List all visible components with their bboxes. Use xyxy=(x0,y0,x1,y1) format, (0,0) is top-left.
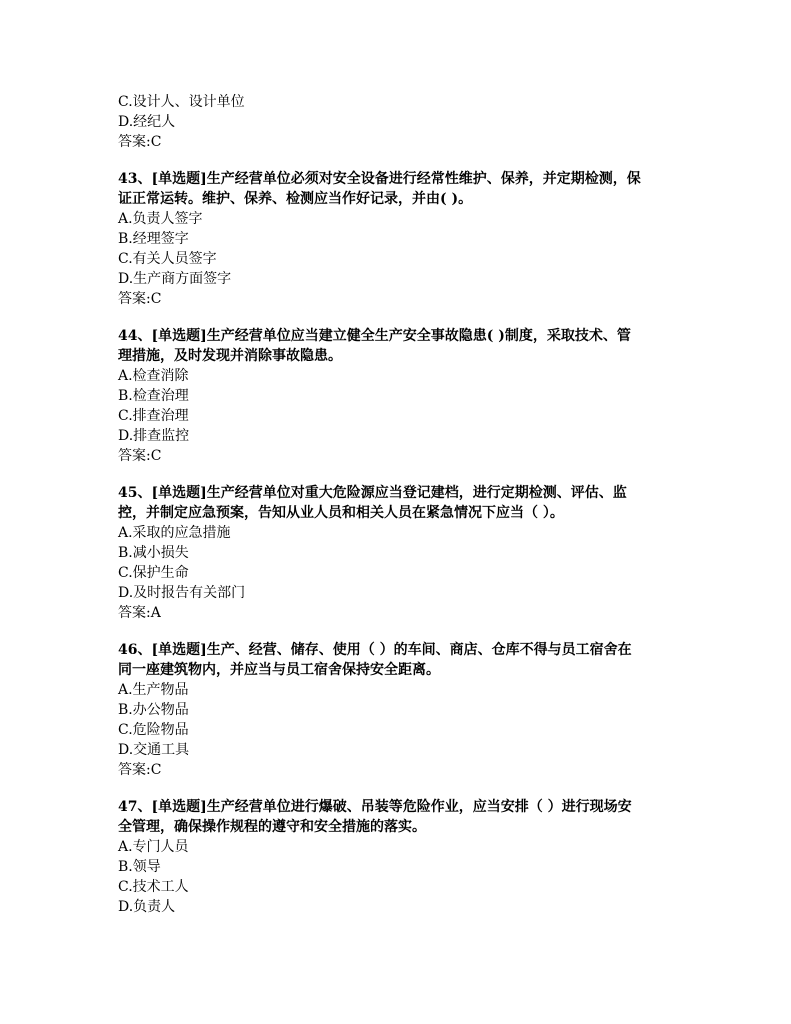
option-c: C.危险物品 xyxy=(118,722,189,738)
question-46 xyxy=(118,640,678,780)
question-44 xyxy=(118,326,678,466)
question-title-line: 44、[单选题]生产经营单位应当建立健全生产安全事故隐患( )制度，采取技术、管 xyxy=(118,328,631,344)
question-title-line: 同一座建筑物内，并应当与员工宿舍保持安全距离。 xyxy=(118,662,440,678)
question-title-line: 证正常运转。维护、保养、检测应当作好记录，并由( )。 xyxy=(118,191,473,207)
question-43 xyxy=(118,169,678,309)
answer: 答案:C xyxy=(118,762,162,778)
option-d: D.生产商方面签字 xyxy=(118,271,232,287)
answer: 答案:A xyxy=(118,605,161,621)
question-title-line: 47、[单选题]生产经营单位进行爆破、吊装等危险作业，应当安排（ ）进行现场安 xyxy=(118,799,632,815)
option-a: A.负责人签字 xyxy=(118,211,203,227)
answer: 答案:C xyxy=(118,134,162,150)
option-a: A.专门人员 xyxy=(118,839,189,855)
option-b: B.经理签字 xyxy=(118,231,189,247)
option-a: A.采取的应急措施 xyxy=(118,525,231,541)
question-title-line: 控，并制定应急预案，告知从业人员和相关人员在紧急情况下应当（ ）。 xyxy=(118,505,564,521)
question-47 xyxy=(118,797,678,917)
question-42-remainder xyxy=(118,92,678,152)
option-d: D.及时报告有关部门 xyxy=(118,585,246,601)
question-title-line: 全管理，确保操作规程的遵守和安全措施的落实。 xyxy=(118,819,426,835)
option-b: B.检查治理 xyxy=(118,388,189,404)
option-a: A.生产物品 xyxy=(118,682,189,698)
option-b: B.办公物品 xyxy=(118,702,189,718)
question-45 xyxy=(118,483,678,623)
question-title-line: 理措施，及时发现并消除事故隐患。 xyxy=(118,348,342,364)
document-page xyxy=(118,92,678,917)
option-b: B.领导 xyxy=(118,859,161,875)
option-c: C.排查治理 xyxy=(118,408,189,424)
option-d: D.经纪人 xyxy=(118,114,176,130)
option-d: D.交通工具 xyxy=(118,742,190,758)
answer: 答案:C xyxy=(118,448,162,464)
option-c: C.技术工人 xyxy=(118,879,189,895)
option-c: C.设计人、设计单位 xyxy=(118,94,245,110)
option-a: A.检查消除 xyxy=(118,368,189,384)
option-d: D.负责人 xyxy=(118,899,176,915)
question-title-line: 43、[单选题]生产经营单位必须对安全设备进行经常性维护、保养，并定期检测，保 xyxy=(118,171,641,187)
answer: 答案:C xyxy=(118,291,162,307)
option-c: C.保护生命 xyxy=(118,565,189,581)
option-c: C.有关人员签字 xyxy=(118,251,217,267)
option-d: D.排查监控 xyxy=(118,428,190,444)
question-title-line: 45、[单选题]生产经营单位对重大危险源应当登记建档，进行定期检测、评估、监 xyxy=(118,485,627,501)
option-b: B.减小损失 xyxy=(118,545,189,561)
question-title-line: 46、[单选题]生产、经营、储存、使用（ ）的车间、商店、仓库不得与员工宿舍在 xyxy=(118,642,632,658)
